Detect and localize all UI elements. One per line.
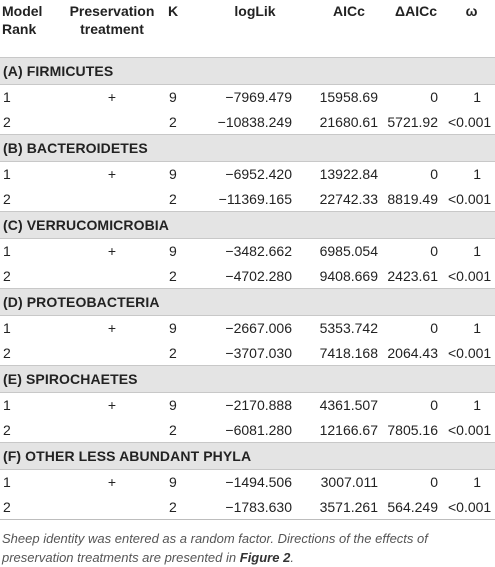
cell-k: 9: [169, 397, 177, 413]
cell-omega: 1: [473, 166, 481, 182]
cell-model-rank: 2: [3, 421, 11, 438]
cell-aicc: 7418.168: [319, 344, 378, 361]
cell-omega: <0.001: [448, 344, 492, 361]
header-delta-aicc: ΔAICc: [395, 3, 437, 19]
cell-omega: 1: [473, 474, 481, 490]
table-row: [0, 392, 495, 418]
section-header-row: [0, 365, 495, 392]
cell-omega: <0.001: [448, 421, 492, 438]
cell-k: 2: [169, 267, 177, 284]
header-k: K: [168, 3, 179, 19]
table-row: [0, 187, 495, 212]
cell-model-rank: 1: [3, 243, 11, 259]
figure-reference[interactable]: Figure 2: [239, 549, 291, 565]
section-header-row: [0, 57, 495, 84]
table-row: [0, 161, 495, 187]
header-preservation-treatment: Preservation treatment: [69, 3, 155, 37]
cell-aicc: 21680.61: [319, 113, 378, 130]
cell-preservation-treatment: [58, 187, 166, 212]
cell-delta-aicc: 0: [430, 166, 438, 182]
cell-loglik: −2170.888: [225, 397, 292, 413]
cell-omega: 1: [473, 89, 481, 105]
cell-k: 2: [169, 421, 177, 438]
cell-loglik: −3482.662: [225, 243, 292, 259]
cell-model-rank: 2: [3, 113, 11, 130]
cell-delta-aicc: 564.249: [384, 495, 448, 520]
table-row: [0, 469, 495, 495]
table-row: [0, 495, 495, 520]
table-row: [0, 264, 495, 289]
cell-omega: 1: [473, 243, 481, 259]
cell-loglik: −3707.030: [225, 344, 292, 361]
cell-omega: <0.001: [448, 267, 492, 284]
cell-delta-aicc: 0: [430, 320, 438, 336]
cell-aicc: 12166.67: [319, 421, 378, 438]
cell-aicc: 5353.742: [319, 320, 378, 336]
cell-k: 2: [169, 344, 177, 361]
section-title: (E) SPIROCHAETES: [0, 365, 495, 392]
cell-k: 2: [166, 495, 196, 520]
table-row: [0, 110, 495, 135]
cell-loglik: −4702.280: [225, 267, 292, 284]
cell-delta-aicc: 5721.92: [387, 113, 438, 130]
cell-aicc: 6985.054: [319, 243, 378, 259]
cell-preservation-treatment: [58, 110, 166, 135]
cell-preservation-treatment: [58, 264, 166, 289]
section-title: (A) FIRMICUTES: [0, 57, 495, 84]
header-model-rank: Model Rank: [2, 3, 43, 37]
cell-aicc: 22742.33: [319, 190, 378, 207]
section-header-row: [0, 442, 495, 469]
cell-delta-aicc: 0: [430, 474, 438, 490]
cell-preservation-treatment: [58, 418, 166, 443]
cell-loglik: −6081.280: [225, 421, 292, 438]
cell-model-rank: 1: [3, 89, 11, 105]
cell-aicc: 15958.69: [319, 89, 378, 105]
cell-k: 9: [169, 243, 177, 259]
cell-preservation-treatment: +: [107, 243, 117, 259]
header-loglik: logLik: [234, 3, 276, 19]
cell-k: 2: [169, 190, 177, 207]
header-aicc: AICc: [333, 3, 365, 19]
cell-omega: <0.001: [448, 190, 492, 207]
cell-delta-aicc: 0: [430, 243, 438, 259]
cell-preservation-treatment: +: [107, 320, 117, 336]
table-row: [0, 84, 495, 110]
cell-k: 2: [169, 113, 177, 130]
table-row: [0, 418, 495, 443]
cell-model-rank: 2: [3, 344, 11, 361]
header-omega: ω: [465, 3, 478, 19]
cell-loglik: −1494.506: [225, 474, 292, 490]
cell-preservation-treatment: +: [107, 166, 117, 182]
table-footnote: Sheep identity was entered as a random factor. Directions of the effects of preservation treatments are presented in Figure 2.: [2, 530, 428, 565]
cell-delta-aicc: 2423.61: [387, 267, 438, 284]
cell-omega: <0.001: [448, 495, 495, 520]
cell-preservation-treatment: +: [107, 397, 117, 413]
cell-delta-aicc: 2064.43: [387, 344, 438, 361]
cell-aicc: 4361.507: [319, 397, 378, 413]
cell-delta-aicc: 0: [430, 397, 438, 413]
cell-loglik: −1783.630: [196, 495, 314, 520]
cell-preservation-treatment: [58, 341, 166, 366]
cell-loglik: −11369.165: [218, 190, 292, 207]
cell-loglik: −6952.420: [225, 166, 292, 182]
cell-model-rank: 1: [3, 474, 11, 490]
cell-loglik: −10838.249: [217, 113, 292, 130]
cell-preservation-treatment: [58, 495, 166, 520]
cell-model-rank: 1: [3, 320, 11, 336]
section-title: (B) BACTEROIDETES: [0, 134, 495, 161]
table-row: [0, 341, 495, 366]
section-header-row: [0, 134, 495, 161]
section-title: (C) VERRUCOMICROBIA: [0, 211, 495, 238]
cell-model-rank: 2: [3, 190, 11, 207]
cell-omega: <0.001: [448, 113, 492, 130]
cell-delta-aicc: 7805.16: [387, 421, 438, 438]
table-row: [0, 315, 495, 341]
cell-omega: 1: [473, 320, 481, 336]
section-title: (D) PROTEOBACTERIA: [0, 288, 495, 315]
section-header-row: [0, 288, 495, 315]
section-header-row: [0, 211, 495, 238]
cell-k: 9: [169, 89, 177, 105]
section-title: (F) OTHER LESS ABUNDANT PHYLA: [0, 442, 495, 469]
cell-k: 9: [169, 166, 177, 182]
cell-delta-aicc: 0: [430, 89, 438, 105]
cell-k: 9: [169, 320, 177, 336]
cell-aicc: 3571.261: [314, 495, 384, 520]
cell-preservation-treatment: +: [107, 89, 117, 105]
cell-preservation-treatment: +: [107, 474, 117, 490]
cell-aicc: 9408.669: [319, 267, 378, 284]
cell-aicc: 13922.84: [319, 166, 378, 182]
cell-model-rank: 1: [3, 397, 11, 413]
table-body: [0, 57, 495, 519]
cell-aicc: 3007.011: [320, 474, 378, 490]
cell-k: 9: [169, 474, 177, 490]
table-row: [0, 238, 495, 264]
cell-loglik: −2667.006: [225, 320, 292, 336]
cell-loglik: −7969.479: [225, 89, 292, 105]
cell-model-rank: 2: [0, 495, 58, 520]
cell-delta-aicc: 8819.49: [387, 190, 438, 207]
cell-model-rank: 2: [3, 267, 11, 284]
cell-model-rank: 1: [3, 166, 11, 182]
cell-omega: 1: [473, 397, 481, 413]
table-header-row: [0, 0, 495, 57]
